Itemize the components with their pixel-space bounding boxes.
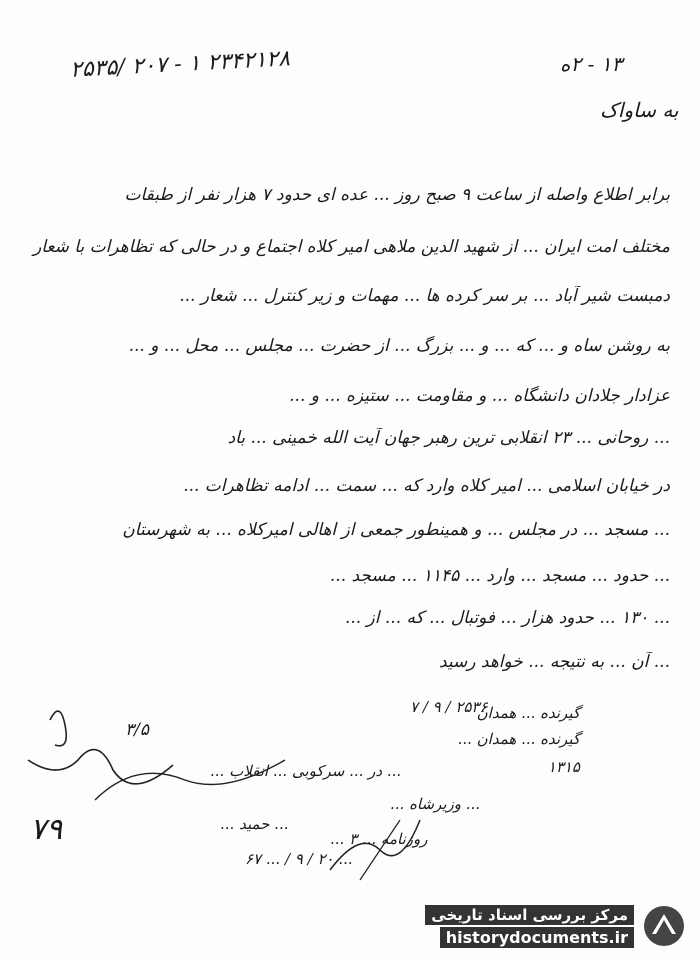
recipient-line: گیرنده ... همدان ... <box>457 730 580 748</box>
handwritten-note: ... در ... سرکوبی ... انقلاب ... <box>210 762 402 780</box>
recipient-line: گیرنده ... همدان <box>476 704 580 722</box>
margin-note: ۳/۵ <box>125 720 149 740</box>
body-line: ... حدود ... مسجد ... وارد ... ۱۱۴۵ ... مسجد ... <box>329 566 670 586</box>
margin-page-number: ۷۹ <box>30 812 63 847</box>
signature-block <box>20 690 680 890</box>
watermark-title: مرکز بررسی اسناد تاریخی <box>425 905 634 925</box>
body-line: ... ۱۳۰ ... حدود هزار ... فوتبال ... که ... از ... <box>344 608 670 628</box>
body-line: ... مسجد ... در مجلس ... و همینطور جمعی از اهالی امیرکلاه ... به شهرستان <box>122 520 670 540</box>
document-reference-number: ۲۳۴۲۱۲۸ ۱ - ۲۰۷ /۲۵۳۵ <box>69 46 291 83</box>
footer-date: ۲۵۳۶ / ۹ / ۷ <box>410 698 488 716</box>
body-line: در خیابان اسلامی ... امیر کلاه وارد که ... سمت ... ادامه تظاهرات ... <box>183 476 670 496</box>
body-line: عزادار جلادان دانشگاه ... و مقاومت ... ستیزه ... و ... <box>289 386 670 406</box>
body-line: به روشن ساه و ... که ... و ... بزرگ ... از حضرت ... مجلس ... محل ... و ... <box>128 336 670 356</box>
watermark-url: historydocuments.ir <box>440 927 634 948</box>
archive-logo-icon <box>642 904 686 948</box>
handwritten-note: ... حمید ... <box>220 815 289 833</box>
watermark <box>425 904 686 948</box>
watermark-text <box>425 905 634 948</box>
handwritten-note: روزنامه ... ۳ ... <box>330 830 428 848</box>
handwritten-note: ... وزیرشاه ... <box>390 795 481 813</box>
body-line: ... آن ... به نتیجه ... خواهد رسید <box>438 652 670 672</box>
body-line: دمبست شیر آباد ... بر سر کرده ها ... مهمات و زیر کنترل ... شعار ... <box>179 286 670 306</box>
body-line: برابر اطلاع واصله از ساعت ۹ صبح روز ... عده ای حدود ۷ هزار نفر از طبقات <box>124 185 670 205</box>
handwritten-note: ... ۲۰ / ۹ / ... ۶۷ <box>245 850 353 868</box>
document-code: ۱۳ - ۲ه <box>560 52 623 76</box>
body-line: مختلف امت ایران ... از شهید الدین ملاهی امیر کلاه اجتماع و در حالی که تظاهرات با شعار <box>33 237 670 257</box>
salutation: به ساواک <box>600 98 679 122</box>
body-line: ... روحانی ... ۲۳ انقلابی ترین رهبر جهان آیت الله خمینی ... باد <box>227 428 670 448</box>
reference-small: ۱۳۱۵ <box>547 758 580 776</box>
